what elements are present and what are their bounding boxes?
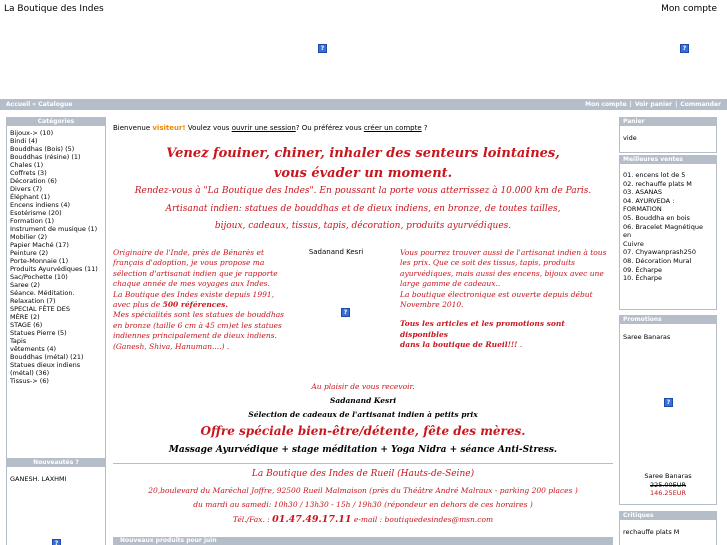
broken-image-icon: ? xyxy=(52,539,61,545)
best-seller-item[interactable]: 03. ASANAS xyxy=(623,188,662,197)
intro-line-2: Artisanat indien: statues de bouddhas et de dieux indiens, en bronze, de toutes tailles, xyxy=(165,204,561,214)
category-item[interactable]: Saree (2) xyxy=(10,281,40,289)
shop-address: 20,boulevard du Maréchal Joffre, 92500 Rueil Malmaison (près du Théâtre André Malraux - parking 200 places ) xyxy=(148,486,578,495)
category-item[interactable]: Papier Maché (17) xyxy=(10,241,69,249)
category-item[interactable]: Esotérisme (20) xyxy=(10,209,62,217)
best-seller-item[interactable]: 04. AYURVEDA : xyxy=(623,196,675,205)
best-seller-item[interactable]: 07. Chyawanprash250 xyxy=(623,248,697,257)
selection-text: Sélection de cadeaux de l'artisanat indien à petits prix xyxy=(248,410,478,419)
account-link[interactable]: Mon compte xyxy=(661,4,717,14)
category-item[interactable]: Bouddhas (résine) (1) xyxy=(10,153,81,161)
nav-separator: | xyxy=(675,101,678,108)
best-sellers-list xyxy=(619,164,717,310)
shop-contact: Tél./Fax. : 01.47.49.17.11 e-mail : boutiquedesindes@msn.com xyxy=(232,514,494,525)
signature: Sadanand Kesri xyxy=(329,396,397,405)
shop-info-text: Vous pourrez trouver aussi de l'artisanat indien à tous les prix. Que ce soit des tissus, tapis, produits ayurvédiques, mais aussi des encens, bijoux avec une large gamme de cadeaux.. La boutique électronique est ouverte depuis début Novembre 2010. Tous les articles et les promotions sont disponibles dans la boutique de Rueil!!! . xyxy=(400,248,607,350)
nav-separator: | xyxy=(629,101,632,108)
broken-image-icon[interactable]: ? xyxy=(664,398,673,407)
categories-list xyxy=(6,126,106,461)
nav-links xyxy=(585,99,721,110)
category-item[interactable]: (métal) (36) xyxy=(10,369,50,377)
category-item[interactable]: Chales (1) xyxy=(10,161,44,169)
best-seller-item[interactable]: 01. encens lot de 5 xyxy=(623,171,686,179)
nav-my-account-link[interactable]: Mon compte xyxy=(585,101,627,108)
cart-title[interactable]: Panier xyxy=(619,117,717,126)
category-item[interactable]: Statues Pierre (5) xyxy=(10,329,67,337)
headline-2: vous évader un moment. xyxy=(273,166,453,181)
best-seller-item[interactable]: 08. Décoration Mural xyxy=(623,256,692,265)
category-item[interactable]: Encens indiens (4) xyxy=(10,201,71,209)
breadcrumb[interactable]: Accueil » Catalogue xyxy=(6,101,73,108)
category-item[interactable]: Formation (1) xyxy=(10,217,55,225)
shop-name: La Boutique des Indes de Rueil (Hauts-de-Seine) xyxy=(251,469,475,479)
photo-caption: Sadanand Kesri xyxy=(308,248,364,256)
login-link[interactable]: ouvrir une session xyxy=(231,124,296,132)
category-item[interactable]: Décoration (6) xyxy=(10,177,57,185)
category-item[interactable]: Relaxation (7) xyxy=(10,297,56,305)
category-item[interactable]: Bouddhas (métal) (21) xyxy=(10,353,84,361)
nav-checkout-link[interactable]: Commander xyxy=(680,101,721,108)
new-products-header: Nouveaux produits pour juin xyxy=(113,537,613,545)
best-seller-item[interactable]: 05. Bouddha en bois xyxy=(623,213,690,222)
best-seller-item[interactable]: 06. Bracelet Magnétique en xyxy=(623,222,703,240)
category-item[interactable]: Divers (7) xyxy=(10,185,42,193)
best-seller-item[interactable]: FORMATION xyxy=(623,205,662,214)
category-item[interactable]: Tapis xyxy=(10,337,27,345)
cart-body xyxy=(619,126,717,153)
category-item[interactable]: Bindi (4) xyxy=(10,137,38,145)
email[interactable]: e-mail : boutiquedesindes@msn.com xyxy=(351,515,494,524)
intro-line-1: Rendez-vous à "La Boutique des Indes". En poussant la porte vous atterrissez à 10.000 km de Paris. xyxy=(134,186,592,196)
category-item[interactable]: Sac/Pochette (10) xyxy=(10,273,68,281)
best-seller-item[interactable]: 02. rechauffe plats M xyxy=(623,179,692,188)
phone-number[interactable]: 01.47.49.17.11 xyxy=(272,514,352,525)
category-item[interactable]: STAGE (6) xyxy=(10,321,43,329)
about-text: Originaire de l'Inde, près de Bénarès et français d'adoption, je vous propose ma sélection d'artisanat indien que je rapporte chaque année de mes voyages aux Indes. La Boutique des Indes existe depuis 1991, avec plus de 500 références. Mes spécialités sont les statues de bouddhas en bronze (taille 6 cm à 45 cm)et les statues indiennes principalement de dieux indiens. (Ganesh, Shiva, Hanuman....) . xyxy=(113,248,285,351)
promo-item-link[interactable]: Saree Banaras xyxy=(623,333,671,341)
categories-title: Catégories xyxy=(6,117,106,126)
category-item[interactable]: Porte-Monnaie (1) xyxy=(10,257,69,265)
best-sellers-box xyxy=(619,155,717,310)
category-item[interactable]: Produits Ayurvédiques (11) xyxy=(10,265,98,273)
promotions-box xyxy=(619,315,717,505)
navigation-bar xyxy=(0,99,727,110)
nouveautes-title[interactable]: Nouveautés ? xyxy=(6,458,106,467)
categories-box xyxy=(6,117,106,461)
headline: Venez fouiner, chiner, inhaler des senteurs lointaines, xyxy=(166,146,560,161)
best-sellers-title: Meilleures ventes xyxy=(619,155,717,164)
promo-product-name[interactable]: Saree Banaras xyxy=(644,472,692,480)
broken-image-icon: ? xyxy=(341,308,350,317)
category-item[interactable]: MÈRE (2) xyxy=(10,313,40,321)
category-item[interactable]: Instrument de musique (1) xyxy=(10,225,98,233)
reviews-title[interactable]: Critiques xyxy=(619,511,717,520)
cart-status: vide xyxy=(623,134,637,142)
promo-product xyxy=(620,472,716,498)
nouveautes-box xyxy=(6,458,106,545)
welcome-message: Bienvenue visiteur! Voulez vous ouvrir une session? Ou préférez vous créer un compte ? xyxy=(113,124,428,132)
nouveautes-item[interactable]: GANESH. LAXHMI xyxy=(10,475,67,483)
review-item[interactable]: rechauffe plats M xyxy=(623,528,680,536)
best-seller-item[interactable]: 10. Écharpe xyxy=(623,274,662,283)
broken-image-icon: ? xyxy=(318,44,327,53)
nav-view-cart-link[interactable]: Voir panier xyxy=(634,101,673,108)
visitor-label: visiteur! xyxy=(152,124,186,132)
category-item[interactable]: SPECIAL FÊTE DES xyxy=(10,305,70,313)
old-price: 225.00EUR xyxy=(649,480,687,489)
category-item[interactable]: Mobilier (2) xyxy=(10,233,48,241)
shop-hours: du mardi au samedi: 10h30 / 13h30 - 15h / 19h30 (répondeur en dehors de ces horaires ) xyxy=(193,500,533,509)
category-item[interactable]: Éléphant (1) xyxy=(10,193,51,201)
intro-line-3: bijoux, cadeaux, tissus, tapis, décoration, produits ayurvédiques. xyxy=(214,221,512,231)
category-item[interactable]: Bouddhas (Bois) (5) xyxy=(10,145,75,153)
special-offer: Offre spéciale bien-être/détente, fête des mères. xyxy=(200,424,526,438)
category-item[interactable]: Tissus-> (6) xyxy=(10,377,49,385)
promotions-title[interactable]: Promotions xyxy=(619,315,717,324)
category-item[interactable]: Bijoux-> (10) xyxy=(10,129,54,137)
site-title[interactable]: La Boutique des Indes xyxy=(4,4,104,14)
reviews-box xyxy=(619,511,717,545)
cart-box xyxy=(619,117,717,153)
best-seller-item[interactable]: 09. Écharpe xyxy=(623,265,662,274)
category-item[interactable]: vêtements (4) xyxy=(10,345,57,353)
references-count: 500 références. xyxy=(162,300,228,310)
best-seller-item[interactable]: Cuivre xyxy=(623,239,644,248)
massage-offer: Massage Ayurvédique + stage méditation + Yoga Nidra + séance Anti-Stress. xyxy=(168,445,558,455)
reviews-body xyxy=(619,520,717,545)
category-item[interactable]: Séance. Méditation. xyxy=(10,289,75,297)
new-price: 146.25EUR xyxy=(649,489,687,497)
promotions-body xyxy=(619,324,717,505)
plaisir-text: Au plaisir de vous recevoir. xyxy=(311,382,415,391)
create-account-link[interactable]: créer un compte xyxy=(363,124,422,132)
nouveautes-body xyxy=(6,467,106,545)
broken-image-icon: ? xyxy=(680,44,689,53)
category-item[interactable]: Peinture (2) xyxy=(10,249,49,257)
category-item[interactable]: Statues dieux indiens xyxy=(10,361,81,369)
divider xyxy=(113,463,613,464)
category-item[interactable]: Coffrets (3) xyxy=(10,169,47,177)
